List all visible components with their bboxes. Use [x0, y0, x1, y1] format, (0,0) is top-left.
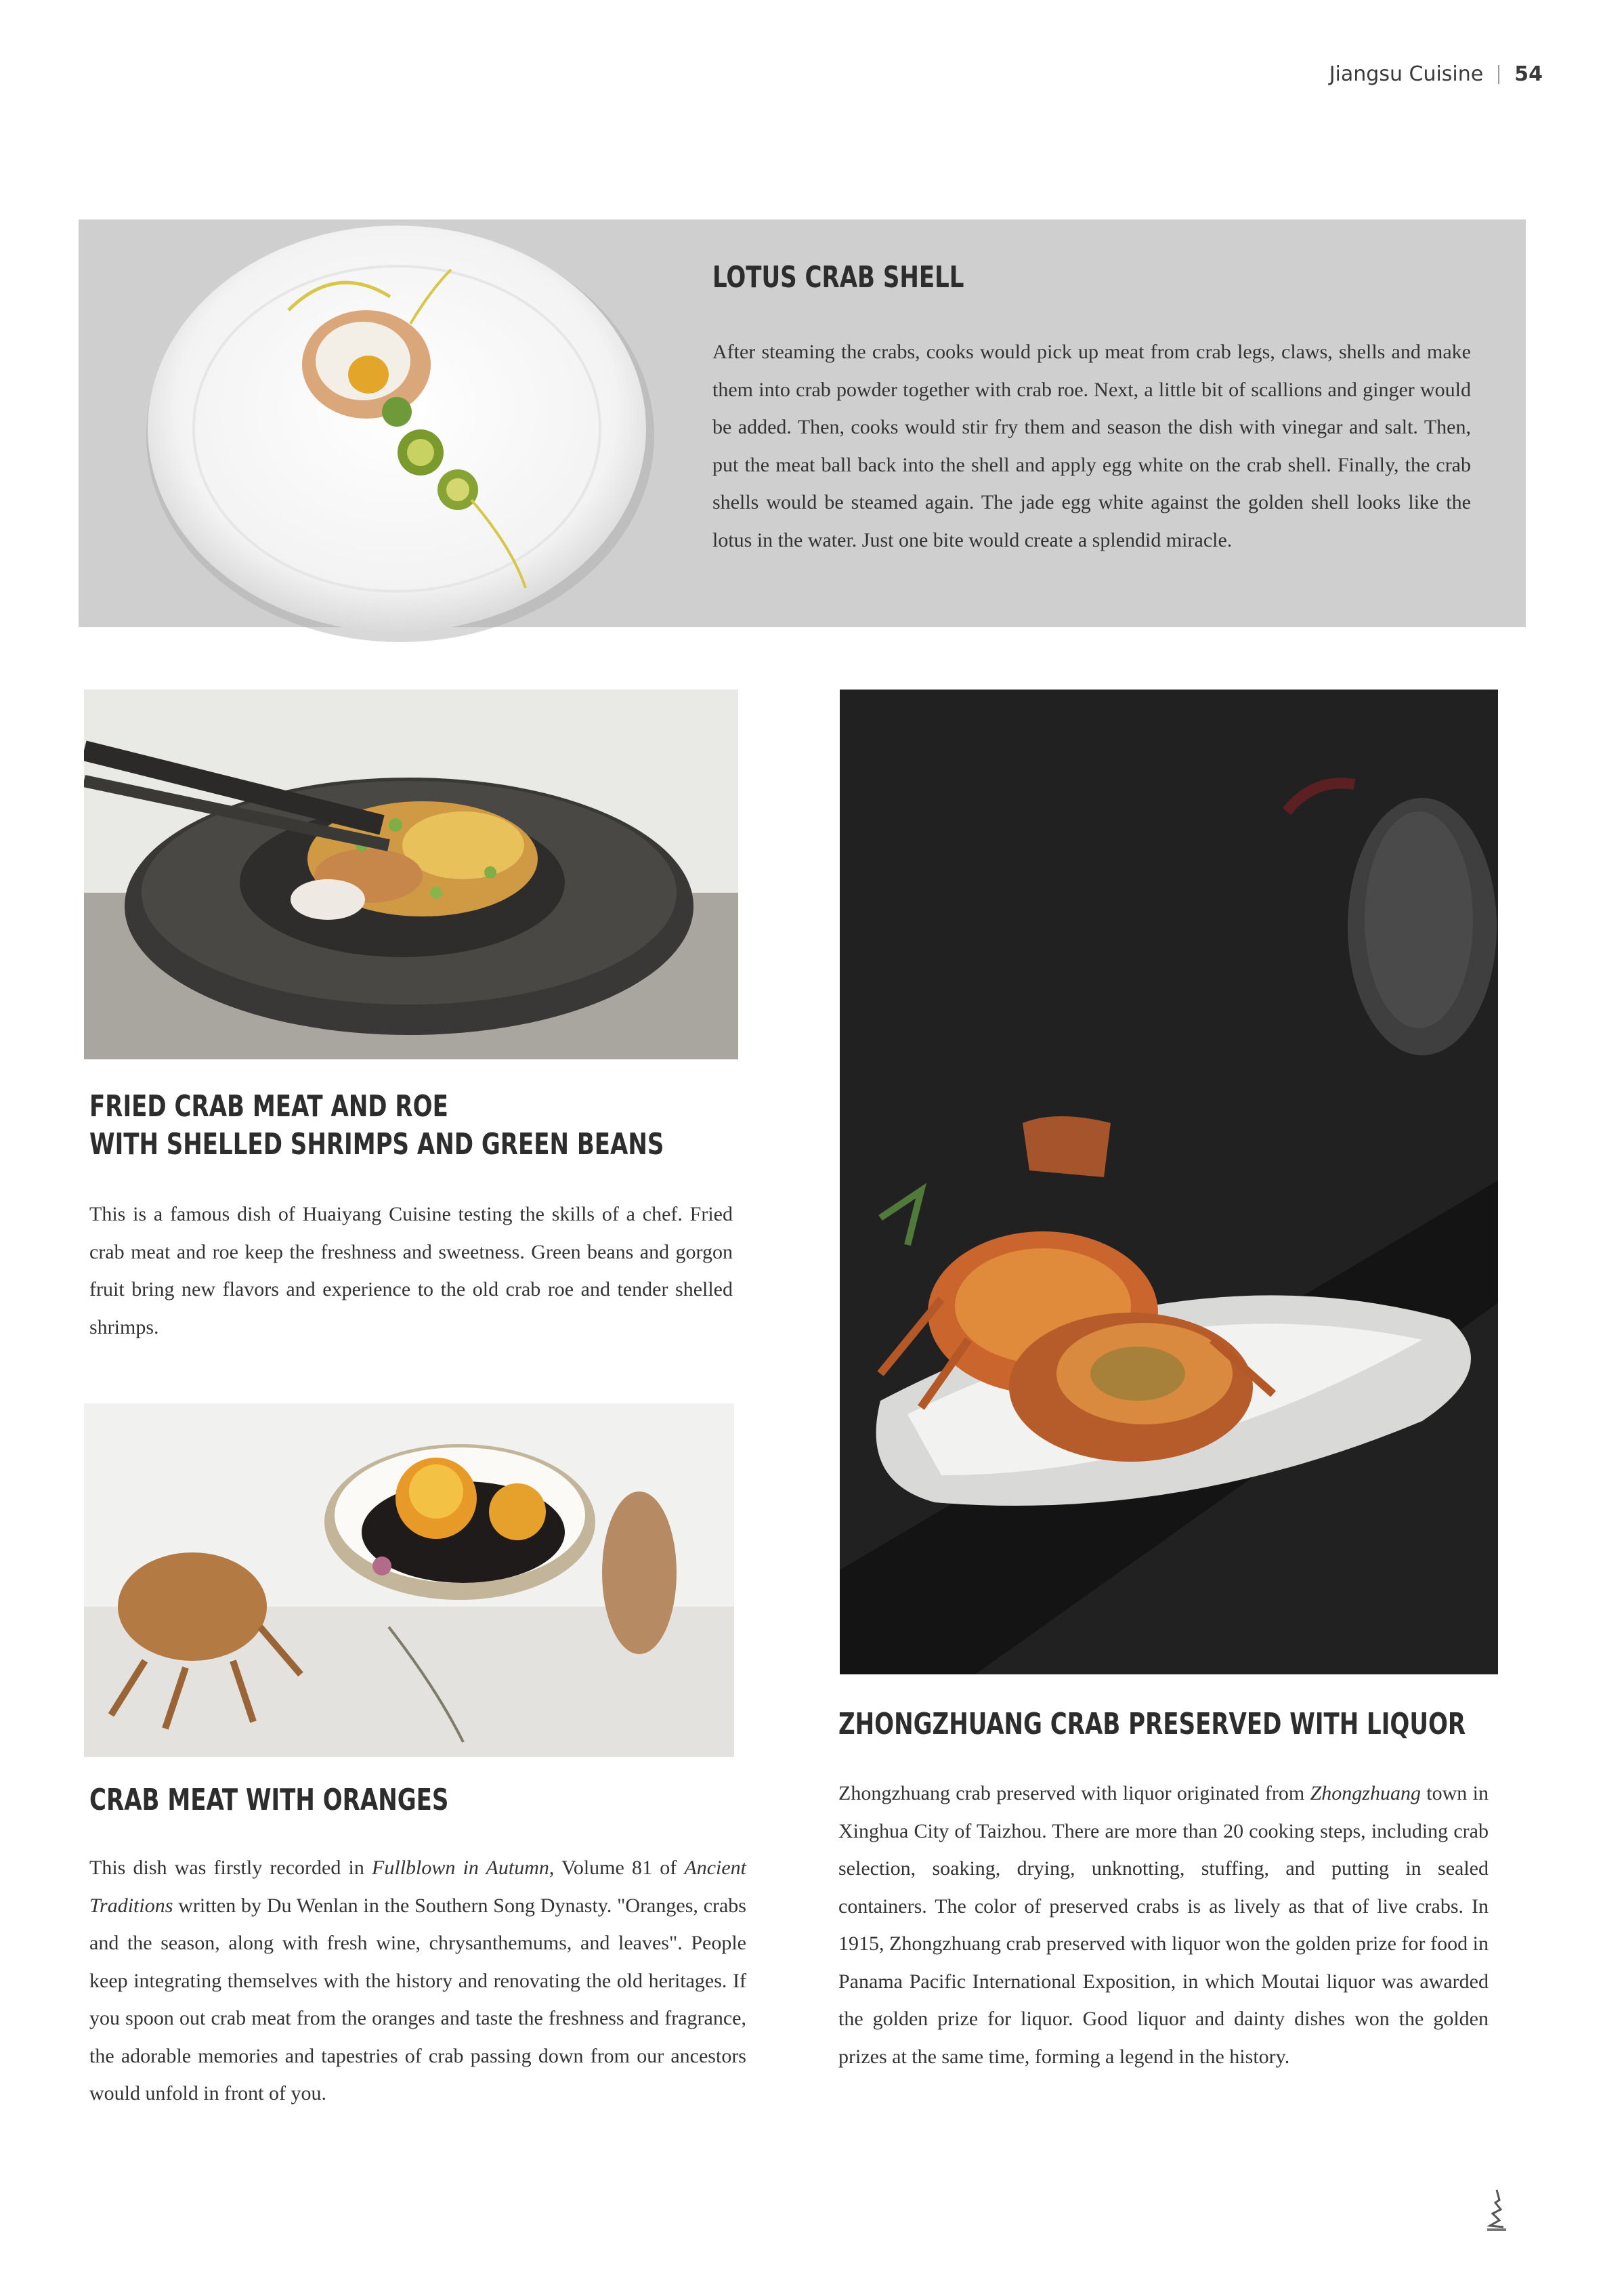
section-name: Jiangsu Cuisine: [1329, 62, 1484, 86]
lotus-title: LOTUS CRAB SHELL: [712, 260, 964, 295]
fried-title-line2: WITH SHELLED SHRIMPS AND GREEN BEANS: [89, 1127, 664, 1162]
header-divider: [1498, 65, 1499, 84]
lotus-body: After steaming the crabs, cooks would pick up meat from crab legs, claws, shells and make them into crab powder together with crab roe. Next, a little bit of scallions and ginger would be added. Then, cooks would stir fry them and season the dish with vinegar and salt. Then, put the meat ball back into the shell and apply egg white on the crab shell. Finally, the crab shells would be steamed again. The jade egg white against the golden shell looks like the lotus in the water. Just one bite would create a splendid miracle.: [712, 341, 1471, 551]
fried-body: This is a famous dish of Huaiyang Cuisine testing the skills of a chef. Fried crab meat and roe keep the freshness and sweetness. Green beans and gorgon fruit bring new flavors and experience to the old crab roe and tender shelled shrimps.: [89, 1203, 733, 1338]
oranges-book-title: Fullblown in Autumn: [372, 1857, 549, 1879]
oranges-title: CRAB MEAT WITH ORANGES: [89, 1783, 449, 1817]
zhongzhuang-body-p2: town in Xinghua City of Taizhou. There are more than 20 cooking steps, including crab selection, soaking, drying, unknotting, stuffing, and putting in sealed containers. The color of preserved crabs is as lively as that of live crabs. In 1915, Zhongzhuang crab preserved with liquor won the golden prize for food in Panama Pacific International Exposition, in which Moutai liquor was awarded the golden prize for liquor. Good liquor and dainty dishes won the golden prizes at the same time, forming a legend in the history.: [838, 1782, 1489, 2068]
page-number: 54: [1514, 62, 1543, 86]
publisher-logo-icon: [1483, 2186, 1510, 2234]
lotus-crab-shell-photo: [133, 209, 661, 656]
zhongzhuang-body-p1: Zhongzhuang crab preserved with liquor originated from: [838, 1782, 1310, 1804]
crab-oranges-photo: [84, 1403, 734, 1757]
fried-title-line1: FRIED CRAB MEAT AND ROE: [89, 1089, 448, 1124]
oranges-body-p3: written by Du Wenlan in the Southern Song Dynasty. "Oranges, crabs and the season, along with fresh wine, chrysanthemums, and leaves". People keep integrating themselves with the history and renovating the old heritages. If you spoon out crab meat from the oranges and taste the freshness and fragrance, the adorable memories and tapestries of crab passing down from our ancestors would unfold in front of you.: [89, 1894, 746, 2104]
oranges-body-p2: , Volume 81 of: [549, 1857, 685, 1879]
zhongzhuang-town-name: Zhongzhuang: [1310, 1782, 1421, 1804]
fried-crab-meat-photo: [84, 690, 738, 1059]
running-head: [1329, 62, 1543, 86]
oranges-collection-title: Ancient Traditions: [89, 1857, 747, 1917]
zhongzhuang-crab-photo: [840, 690, 1498, 1674]
oranges-body: [89, 1849, 746, 2113]
zhongzhuang-title: ZHONGZHUANG CRAB PRESERVED WITH LIQUOR: [838, 1707, 1466, 1741]
oranges-body-p1: This dish was firstly recorded in: [89, 1857, 372, 1879]
zhongzhuang-body: [838, 1775, 1489, 2075]
